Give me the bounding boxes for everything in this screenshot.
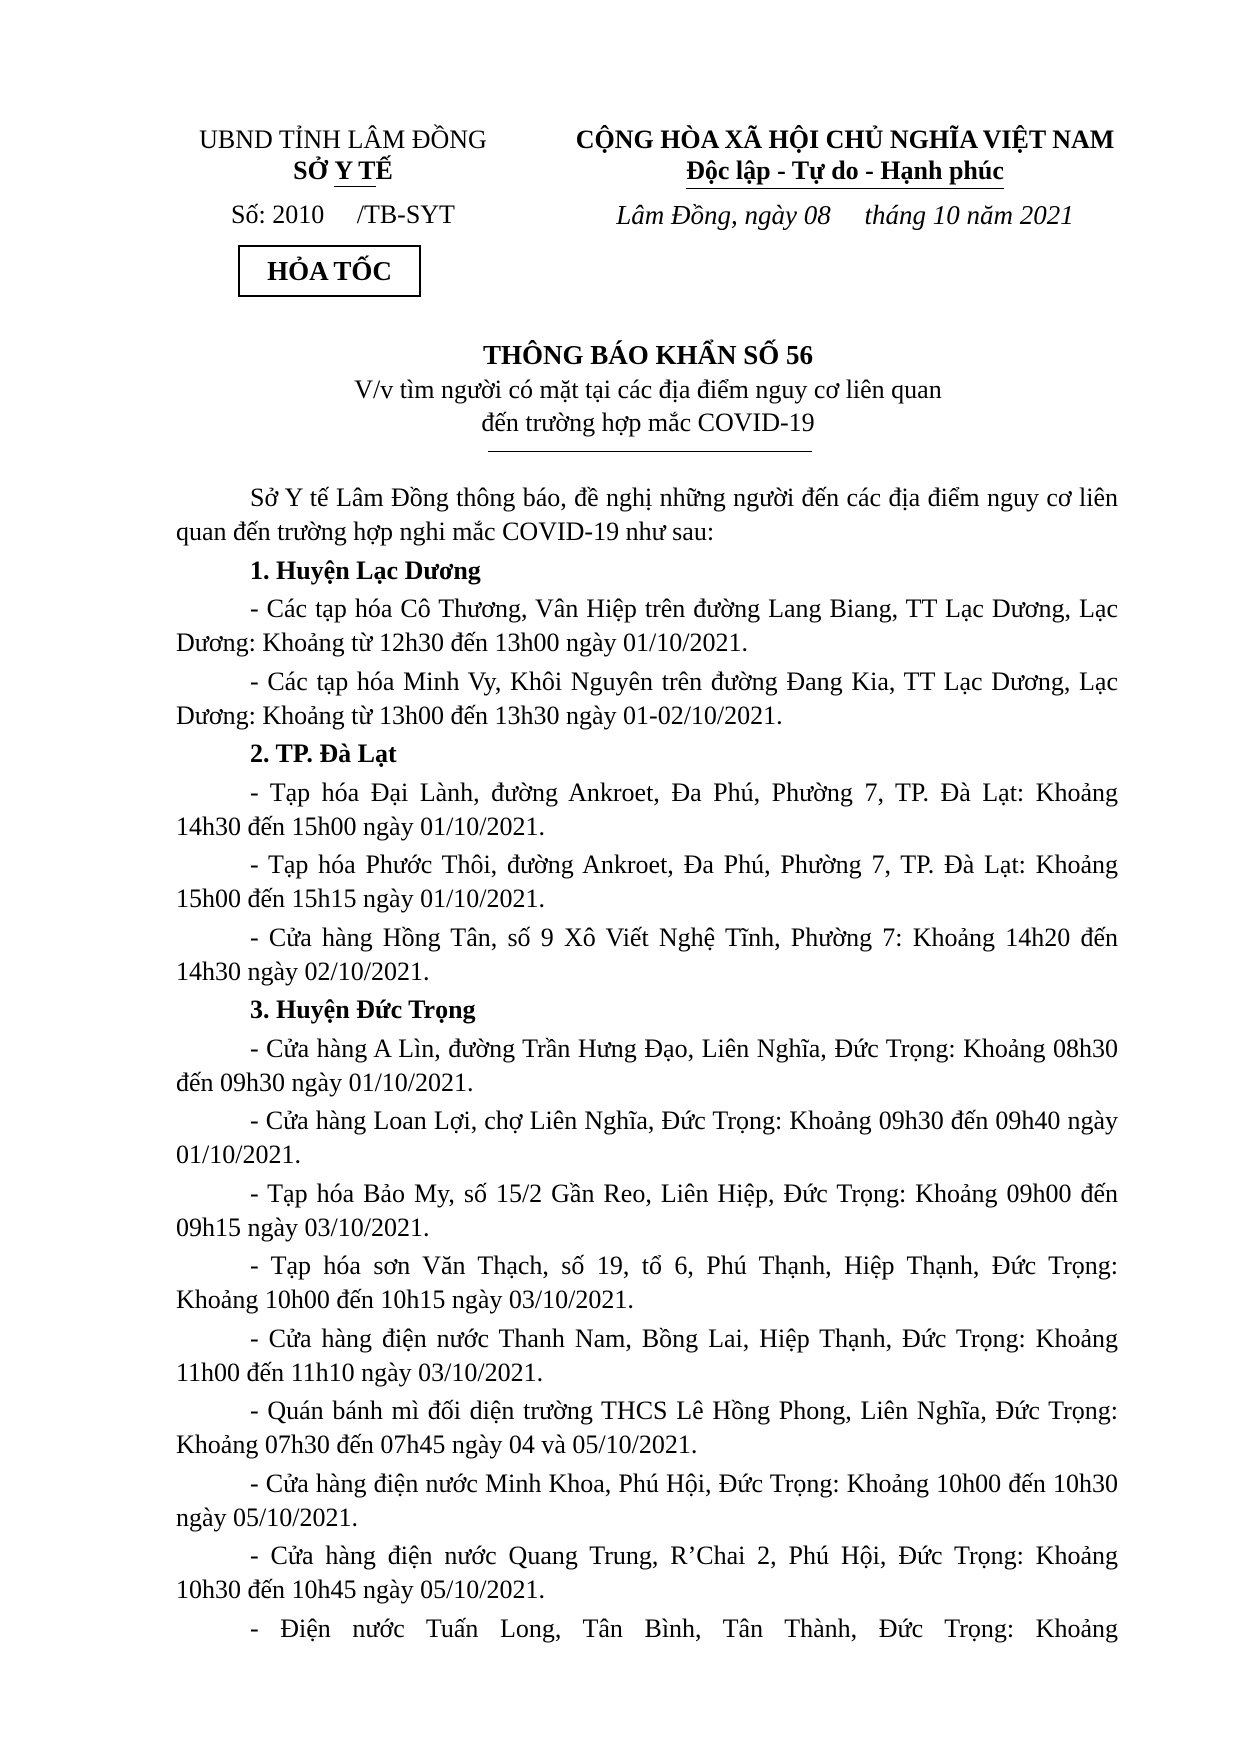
list-item: - Quán bánh mì đối diện trường THCS Lê Hồng Phong, Liên Nghĩa, Đức Trọng: Khoảng 07h30 đến 07h45 ngày 04 và 05/10/2021. <box>176 1396 1118 1459</box>
list-item: - Cửa hàng A Lìn, đường Trần Hưng Đạo, Liên Nghĩa, Đức Trọng: Khoảng 08h30 đến 09h30 ngày 01/10/2021. <box>176 1033 1118 1097</box>
section-heading: 2. TP. Đà Lạt <box>250 739 397 768</box>
section-heading: 1. Huyện Lạc Dương <box>250 555 481 585</box>
list-item: - Cửa hàng điện nước Quang Trung, R’Chai 2, Phú Hội, Đức Trọng: Khoảng 10h30 đến 10h45 ngày 05/10/2021. <box>176 1541 1118 1604</box>
place-date <box>555 200 1135 231</box>
agency-name-underlined: Y T <box>334 156 376 185</box>
list-item: - Tạp hóa Bảo My, số 15/2 Gần Reo, Liên Hiệp, Đức Trọng: Khoảng 09h00 đến 09h15 ngày 03/10/2021. <box>176 1178 1118 1242</box>
document-body <box>176 481 1118 1650</box>
agency-header <box>173 124 513 187</box>
list-item: - Cửa hàng Hồng Tân, số 9 Xô Viết Nghệ Tĩnh, Phường 7: Khoảng 14h20 đến 14h30 ngày 02/10/2021. <box>176 922 1118 986</box>
list-item: - Tạp hóa Phước Thôi, đường Ankroet, Đa Phú, Phường 7, TP. Đà Lạt: Khoảng 15h00 đến 15h15 ngày 01/10/2021. <box>176 850 1118 913</box>
list-item: - Tạp hóa sơn Văn Thạch, số 19, tổ 6, Phú Thạnh, Hiệp Thạnh, Đức Trọng: Khoảng 10h00 đến 10h15 ngày 03/10/2021. <box>176 1251 1118 1314</box>
list-item: - Cửa hàng Loan Lợi, chợ Liên Nghĩa, Đức Trọng: Khoảng 09h30 đến 09h40 ngày 01/10/2021. <box>176 1106 1118 1169</box>
list-item: - Tạp hóa Đại Lành, đường Ankroet, Đa Phú, Phường 7, TP. Đà Lạt: Khoảng 14h30 đến 15h00 ngày 01/10/2021. <box>176 777 1118 841</box>
document-subject-line2: đến trường hợp mắc COVID-19 <box>481 408 815 437</box>
national-header <box>555 124 1135 189</box>
list-item: - Cửa hàng điện nước Thanh Nam, Bồng Lai, Hiệp Thạnh, Đức Trọng: Khoảng 11h00 đến 11h10 ngày 03/10/2021. <box>176 1323 1118 1387</box>
list-item: - Cửa hàng điện nước Minh Khoa, Phú Hội, Đức Trọng: Khoảng 10h00 đến 10h30 ngày 05/10/2021. <box>176 1468 1118 1532</box>
section-heading: 3. Huyện Đức Trọng <box>250 995 476 1024</box>
document-subject-line1: V/v tìm người có mặt tại các địa điểm nguy cơ liên quan <box>354 375 942 404</box>
place-date-text: Lâm Đồng, ngày 08 tháng 10 năm 2021 <box>616 200 1074 230</box>
national-motto: Độc lập - Tự do - Hạnh phúc <box>686 155 1004 189</box>
urgency-stamp: HỎA TỐC <box>238 245 421 297</box>
list-item: - Các tạp hóa Cô Thương, Vân Hiệp trên đường Lang Biang, TT Lạc Dương, Lạc Dương: Khoảng từ 12h30 đến 13h00 ngày 01/10/2021. <box>176 594 1118 657</box>
document-number-text: Số: 2010 /TB-SYT <box>231 200 455 229</box>
intro-paragraph: Sở Y tế Lâm Đồng thông báo, đề nghị những người đến các địa điểm nguy cơ liên quan đến trường hợp nghi mắc COVID-19 như sau: <box>176 483 1118 546</box>
document-number <box>173 200 513 230</box>
list-item: - Các tạp hóa Minh Vy, Khôi Nguyên trên đường Đang Kia, TT Lạc Dương, Lạc Dương: Khoảng từ 13h00 đến 13h30 ngày 01-02/10/2021. <box>176 666 1118 730</box>
agency-name-part: SỞ <box>293 156 335 185</box>
document-title: THÔNG BÁO KHẨN SỐ 56 <box>482 340 814 370</box>
agency-parent: UBND TỈNH LÂM ĐỒNG <box>199 125 487 154</box>
agency-name <box>173 155 513 187</box>
agency-name-part: Ế <box>375 156 393 185</box>
list-item: - Điện nước Tuấn Long, Tân Bình, Tân Thành, Đức Trọng: Khoảng <box>250 1613 1118 1643</box>
title-divider <box>488 451 812 452</box>
country-name: CỘNG HÒA XÃ HỘI CHỦ NGHĨA VIỆT NAM <box>575 125 1115 154</box>
